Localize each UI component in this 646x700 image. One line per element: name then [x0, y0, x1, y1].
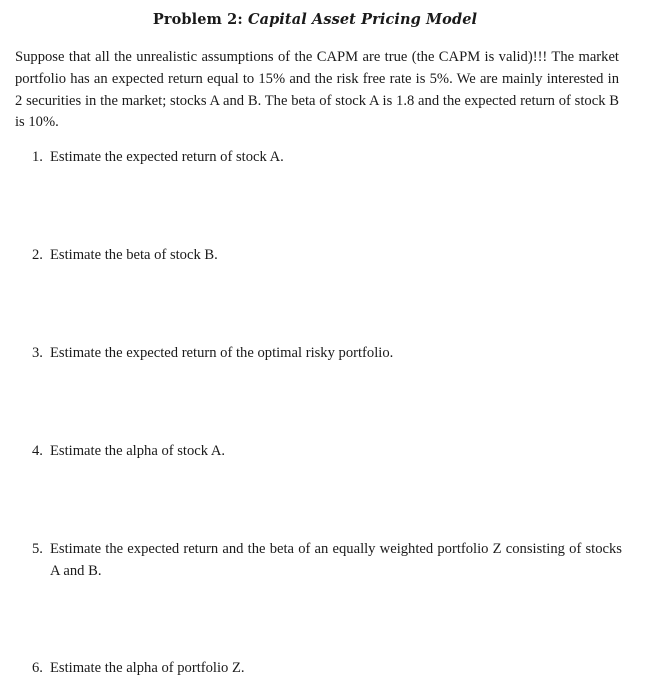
question-number: 6.	[32, 660, 43, 676]
question-text: Estimate the beta of stock B.	[50, 247, 218, 263]
question-item	[32, 147, 622, 169]
question-number: 4.	[32, 443, 43, 459]
question-item	[32, 343, 622, 365]
question-text: Estimate the alpha of portfolio Z.	[50, 660, 245, 676]
question-text: Estimate the expected return of stock A.	[50, 149, 284, 165]
question-item	[32, 539, 622, 583]
question-item	[32, 441, 622, 463]
question-number: 5.	[32, 541, 43, 557]
question-number: 1.	[32, 149, 43, 165]
problem-subtitle: Capital Asset Pricing Model	[247, 11, 478, 28]
question-item	[32, 245, 622, 267]
question-text: Estimate the alpha of stock A.	[50, 443, 226, 459]
question-item	[32, 658, 622, 680]
question-number: 2.	[32, 247, 43, 263]
question-text: Estimate the expected return of the optimal risky portfolio.	[50, 345, 394, 361]
question-number: 3.	[32, 345, 43, 361]
problem-heading: Problem 2:	[152, 11, 243, 28]
problem-intro: Suppose that all the unrealistic assumptions of the CAPM are true (the CAPM is valid)!!! The market portfolio has an expected return equal to 15% and the risk free rate is 5%. We are mainly interested in 2 securities in the market; stocks A and B. The beta of stock A is 1.8 and the expected return of stock B is 10%.	[15, 49, 619, 131]
problem-title	[0, 11, 630, 28]
question-text: Estimate the expected return and the beta of an equally weighted portfolio Z consisting of stocks A and B.	[50, 541, 622, 579]
